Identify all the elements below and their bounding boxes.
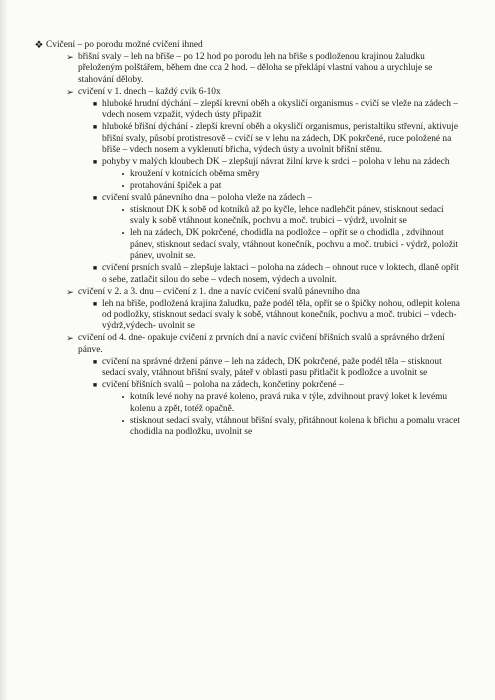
outline-item-level-1 (62, 87, 465, 98)
arrow-bullet-icon: ➢ (66, 333, 74, 344)
outline-item-level-3 (116, 169, 465, 180)
dot-bullet-icon: • (121, 182, 125, 192)
outline-item-text: stisknout sedací svaly, vtáhnout břišní svaly, přitáhnout kolena k břichu a pomalu vracet chodidla na podložku, uvolnit se (130, 415, 460, 438)
outline-item-level-2 (88, 193, 465, 204)
outline-item-text: cvičení v 2. a 3. dnu – cvičení z 1. dne a navíc cvičení svalů pánevního dna (78, 286, 360, 297)
outline-item-text: cvičení od 4. dne- opakuje cvičení z prvních dní a navíc cvičení břišních svalů a správného držení pánve. (78, 333, 445, 355)
outline-item-text: protahování špiček a pat (130, 181, 222, 192)
dot-bullet-icon: • (121, 416, 125, 426)
outline-item-level-1 (62, 287, 465, 298)
outline-item-level-1 (62, 52, 465, 86)
outline-item-text: cvičení břišních svalů – poloha na zádech, končetiny pokrčené – (102, 380, 344, 391)
square-bullet-icon: ■ (92, 381, 98, 390)
arrow-bullet-icon: ➢ (66, 286, 74, 297)
square-bullet-icon: ■ (92, 123, 98, 132)
square-bullet-icon: ■ (92, 194, 98, 203)
outline-item-level-3 (116, 392, 465, 415)
exercise-outline (32, 40, 465, 439)
outline-item-text: hluboké břišní dýchání - zlepší krevní oběh a okysličí organismus, peristaltiku střevní, aktivuje břišní svaly, působí protistresově – cvičí se v lehu na zádech, DK pokrčené, ruce položené na břiše – vdech nosem a vyklenutí břicha, výdech ústy a uvolnit břišní stěnu. (102, 122, 459, 156)
outline-item-text: kroužení v kotnících oběma směry (130, 169, 260, 180)
square-bullet-icon: ■ (92, 264, 98, 273)
outline-item-text: cvičení svalů pánevního dna – poloha vleže na zádech – (102, 193, 313, 204)
square-bullet-icon: ■ (92, 158, 98, 167)
outline-item-text: stisknout DK k sobě od kotníků až po kyčle, lehce nadlehčit pánev, stisknout sedací svaly k sobě vtáhnout konečník, pochvu a moč. trubici – výdrž, uvolnit se (130, 205, 444, 227)
square-bullet-icon: ■ (92, 357, 98, 366)
dot-bullet-icon: • (121, 229, 125, 239)
outline-item-level-1 (62, 333, 465, 356)
outline-item-text: cvičení v 1. dnech – každý cvik 6-10x (78, 86, 221, 97)
outline-item-text: břišní svaly – leh na břiše – po 12 hod po porodu leh na břiše s podloženou krajinou žaludku přeloženým polštářem, během dne cca 2 hod. – děloha se překlápí vlastní vahou a urychluje se stahování děloby. (78, 52, 433, 85)
diamond-bullet-icon: ❖ (34, 40, 44, 51)
outline-item-text: pohyby v malých kloubech DK – zlepšují návrat žilní krve k srdci – poloha v lehu na zádech (102, 157, 450, 168)
outline-item-level-3 (116, 181, 465, 192)
square-bullet-icon: ■ (92, 99, 98, 108)
outline-item-level-2 (88, 299, 465, 333)
outline-item-level-2 (88, 263, 465, 286)
dot-bullet-icon: • (121, 206, 125, 216)
outline-item-text: kotník levé nohy na pravé koleno, pravá ruka v týle, zdvihnout pravý loket k levému kolenu a zpět, totéž opačně. (130, 392, 448, 414)
outline-item-text: Cvičení – po porodu možné cvičení ihned (46, 40, 203, 50)
outline-item-text: hluboké hrudní dýchání – zlepší krevní oběh a okysličí organismus - cvičí se vleže na zádech – vdech nosem vzpažit, výdech ústy připažit (102, 98, 458, 121)
outline-item-level-2 (88, 380, 465, 391)
outline-item-text: cvičení na správné držení pánve – leh na zádech, DK pokrčené, paže podél těla – stisknout sedací svaly, vtáhnout břišní svaly, páteř v oblasti pasu přitlačit k podložce a uvolnit se (102, 356, 442, 379)
outline-item-text: leh na břiše, podložená krajina žaludku, paže podél těla, opřít se o špičky nohou, odlepit kolena od podložky, stisknout sedací svaly k sobě, vtáhnout konečník, pochvu a moč. trubici – vdech- výdrž,výdech- uvolnit se (102, 298, 460, 332)
arrow-bullet-icon: ➢ (66, 86, 74, 97)
dot-bullet-icon: • (121, 170, 125, 180)
outline-item-level-2 (88, 357, 465, 380)
outline-item-text: leh na zádech, DK pokrčené, chodidla na podložce – opřít se o chodidla , zdvihnout pánev, stisknout sedací svaly, vtáhnout konečník, pochvu a moč. trubici - výdrž, položit pánev, uvolnit se. (130, 228, 459, 262)
outline-item-text: cvičení prsních svalů – zlepšuje laktaci – poloha na zádech – ohnout ruce v loktech, dlaně opřít o sebe, zatlačit silou do sebe – vdech nosem, výdech a uvolnit. (102, 263, 459, 285)
outline-item-level-2 (88, 157, 465, 168)
outline-item-level-2 (88, 99, 465, 122)
outline-item-level-3 (116, 228, 465, 262)
outline-item-level-2 (88, 122, 465, 156)
outline-item-level-3 (116, 205, 465, 228)
dot-bullet-icon: • (121, 393, 125, 403)
outline-item-level-3 (116, 416, 465, 439)
arrow-bullet-icon: ➢ (66, 52, 74, 62)
square-bullet-icon: ■ (92, 299, 98, 308)
outline-item-level-0 (32, 40, 465, 51)
